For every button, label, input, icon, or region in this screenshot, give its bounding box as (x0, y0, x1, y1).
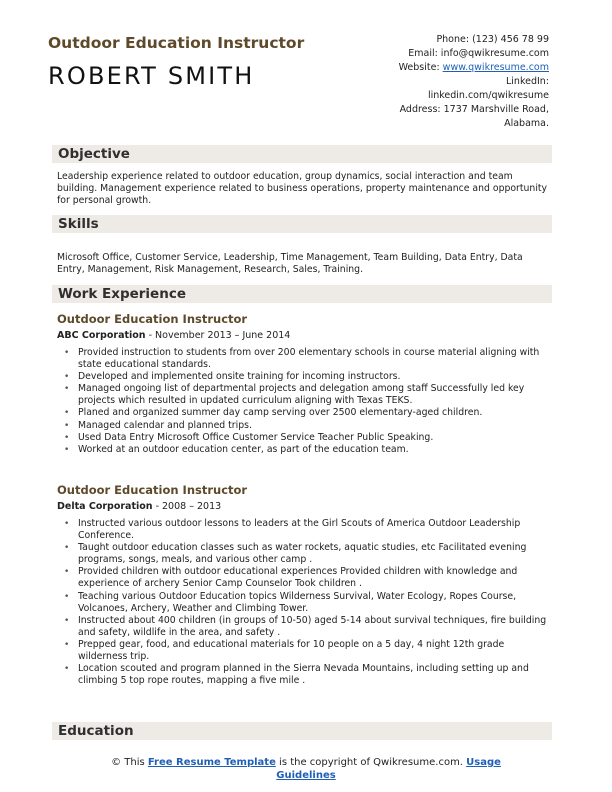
job-2-title: Outdoor Education Instructor (57, 483, 248, 497)
list-item: • Instructed various outdoor lessons to leaders at the Girl Scouts of America Outdoor Leadership Conference. (64, 518, 554, 542)
list-item: • Instructed about 400 children (in groups of 10-50) aged 5-14 about survival techniques, fire building and safety, wildlife in the area, and safety . (64, 615, 554, 639)
job-1-company: ABC Corporation (57, 330, 146, 341)
contact-address-line1: Address: 1737 Marshville Road, (399, 104, 549, 115)
list-item: • Managed ongoing list of departmental projects and delegation among staff Successfully led key projects which resulted in updated curriculum aligning with Texas TEKS. (64, 383, 554, 407)
list-item: • Planed and organized summer day camp serving over 2500 elementary-aged children. (64, 407, 554, 419)
job-1-bullets (64, 347, 554, 456)
job-1-title: Outdoor Education Instructor (57, 312, 248, 326)
section-header-objective (52, 145, 552, 163)
list-item: • Worked at an outdoor education center, as part of the education team. (64, 444, 554, 456)
section-header-work-experience (52, 285, 552, 303)
section-title-education: Education (58, 723, 134, 739)
section-title-objective: Objective (58, 146, 130, 162)
job-2-company: Delta Corporation (57, 501, 153, 512)
list-item: • Managed calendar and planned trips. (64, 420, 554, 432)
usage-guidelines-link-part1: Usage (466, 757, 501, 768)
job-1-dates: - November 2013 – June 2014 (145, 330, 291, 341)
list-item: • Used Data Entry Microsoft Office Customer Service Teacher Public Speaking. (64, 432, 554, 444)
contact-website-label: Website: (398, 62, 443, 73)
contact-phone: Phone: (123) 456 78 99 (436, 34, 549, 45)
list-item: • Developed and implemented onsite training for incoming instructors. (64, 371, 554, 383)
job-2-dates: - 2008 – 2013 (152, 501, 222, 512)
job-1-company-line (57, 330, 290, 341)
website-link[interactable]: www.qwikresume.com (442, 62, 549, 73)
contact-block (339, 33, 549, 131)
list-item: • Provided instruction to students from over 200 elementary schools in course material aligning with state educational standards. (64, 347, 554, 371)
contact-website (339, 61, 549, 75)
list-item: • Prepped gear, food, and educational materials for 10 people on a 5 day, 4 night 12th grade wilderness trip. (64, 639, 554, 663)
header-job-title: Outdoor Education Instructor (48, 34, 305, 52)
free-resume-template-link[interactable]: Free Resume Template (147, 757, 276, 768)
contact-email: Email: info@qwikresume.com (408, 48, 549, 59)
contact-linkedin-value: linkedin.com/qwikresume (427, 90, 549, 101)
candidate-name: ROBERT SMITH (48, 62, 255, 90)
footer-prefix: © This (111, 757, 148, 768)
usage-guidelines-link-part2: Guidelines (276, 770, 336, 781)
list-item: • Taught outdoor education classes such as water rockets, aquatic studies, etc Facilitated evening programs, songs, meals, and various other camp . (64, 542, 554, 566)
section-header-skills (52, 215, 552, 233)
footer-copyright (56, 756, 556, 782)
skills-text: Microsoft Office, Customer Service, Leadership, Time Management, Team Building, Data Entry, Data Entry, Management, Risk Management, Research, Sales, Training. (57, 252, 523, 275)
footer-middle: is the copyright of Qwikresume.com. (275, 757, 467, 768)
job-2-company-line (57, 501, 221, 512)
job-2-bullets (64, 518, 554, 687)
list-item: • Teaching various Outdoor Education topics Wilderness Survival, Water Ecology, Ropes Course, Volcanoes, Archery, Weather and Climbing Tower. (64, 591, 554, 615)
list-item: • Provided children with outdoor educational experiences Provided children with knowledge and experience of archery Senior Camp Counselor Took children . (64, 566, 554, 590)
list-item: • Location scouted and program planned in the Sierra Nevada Mountains, including setting up and climbing 5 top rope routes, mapping a five mile . (64, 663, 554, 687)
section-header-education (52, 722, 552, 740)
section-title-skills: Skills (58, 216, 99, 232)
contact-linkedin-label: LinkedIn: (505, 76, 549, 87)
contact-address-line2: Alabama. (504, 118, 549, 129)
objective-text: Leadership experience related to outdoor education, group dynamics, social interaction and team building. Management experience related to business operations, property maintenance and opportunity for personal growth. (57, 171, 548, 206)
section-title-work-experience: Work Experience (58, 286, 186, 302)
